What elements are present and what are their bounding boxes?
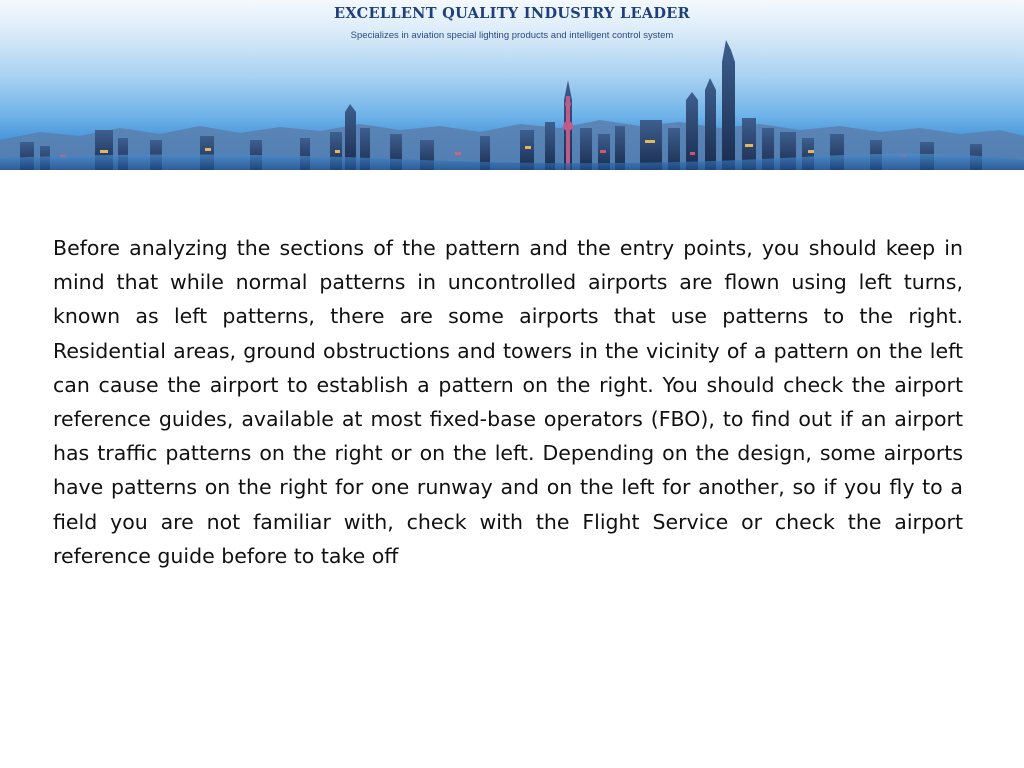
city-skyline-image <box>0 0 1024 170</box>
main-paragraph: Before analyzing the sections of the pattern and the entry points, you should keep in mind that while normal patterns in uncontrolled airports are flown using left turns, known as left patterns, there are some airports that use patterns to the right. Residential areas, ground obstructions and towers in the vicinity of a pattern on the left can cause the airport to establish a pattern on the right. You should check the airport reference guides, available at most fixed-base operators (FBO), to find out if an airport has traffic patterns on the right or on the left. Depending on the design, some airports have patterns on the right for one runway and on the left for another, so if you fly to a field you are not familiar with, check with the Flight Service or check the airport reference guide before to take off <box>53 236 963 568</box>
header-banner <box>0 0 1024 170</box>
banner-subtitle: Specializes in aviation special lighting products and intelligent control system <box>350 30 674 41</box>
banner-title: EXCELLENT QUALITY INDUSTRY LEADER <box>333 5 691 22</box>
